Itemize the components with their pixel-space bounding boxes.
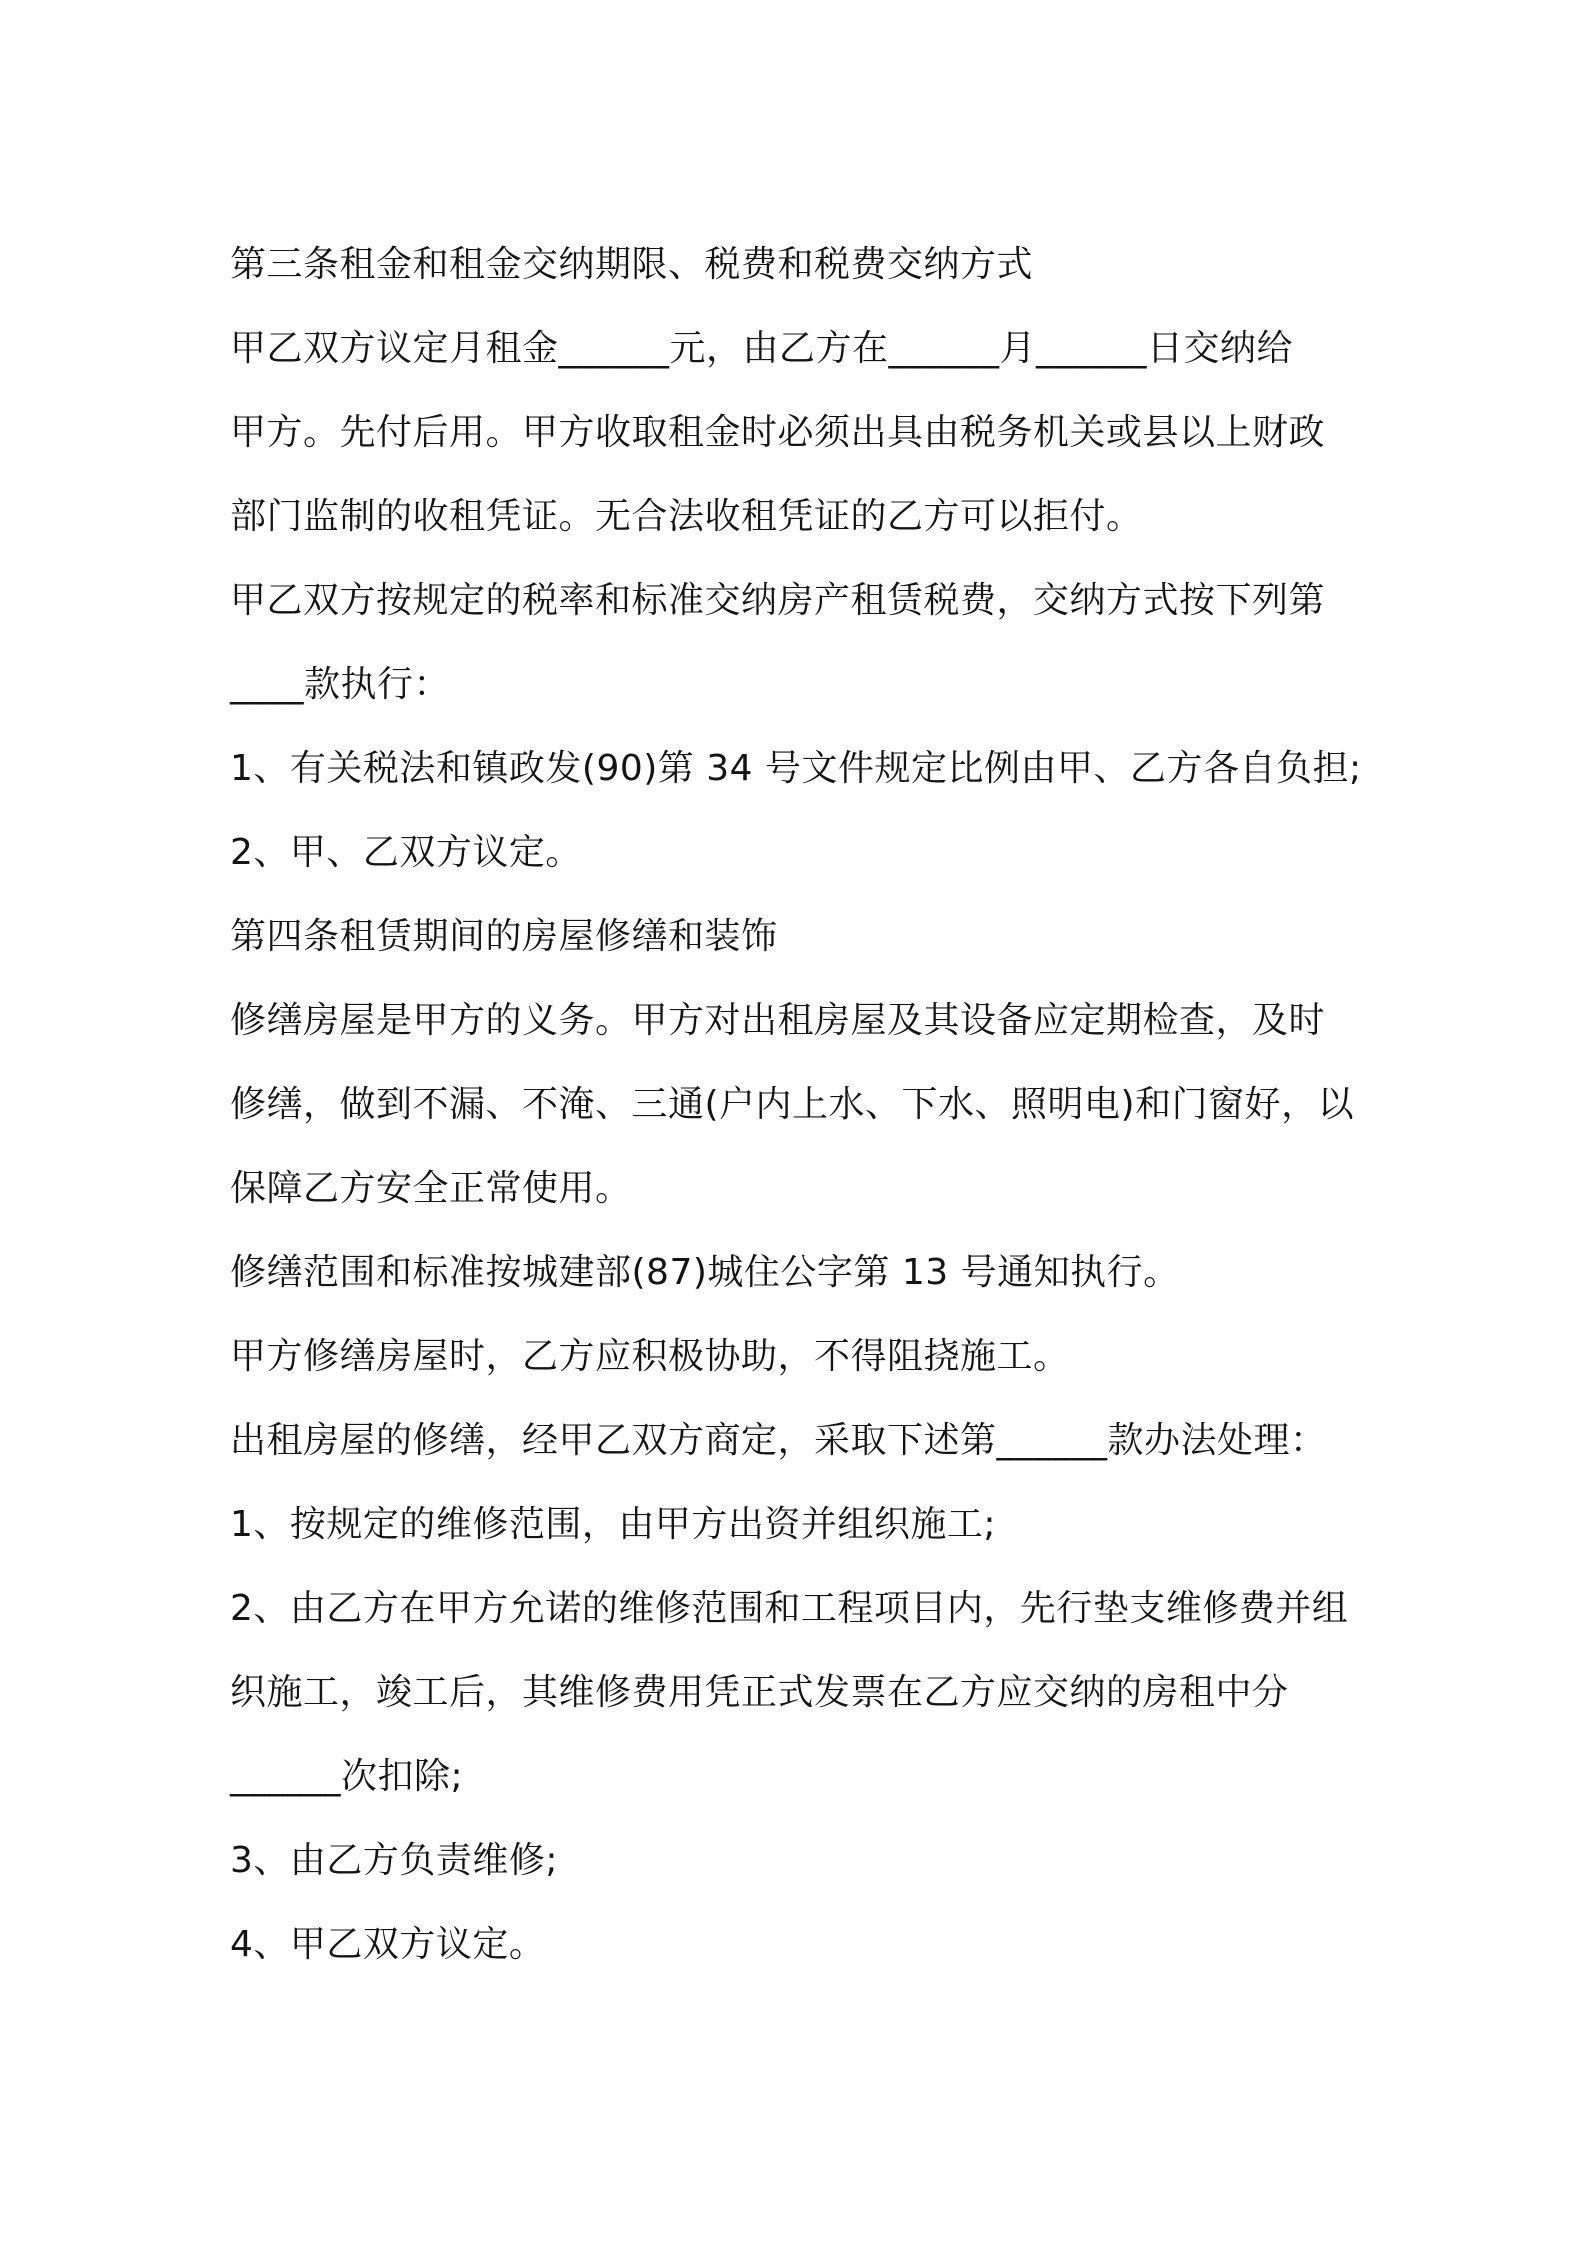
paragraph-line: 出租房屋的修缮，经甲乙双方商定，采取下述第______款办法处理： [230,1420,1327,1461]
paragraph-line: 甲乙双方议定月租金______元，由乙方在______月______日交纳给 [230,328,1294,369]
heading-article-4: 第四条租赁期间的房屋修缮和装饰 [230,916,778,957]
list-item: 2、甲、乙双方议定。 [230,832,582,873]
list-item: 2、由乙方在甲方允诺的维修范围和工程项目内，先行垫支维修费并组 [230,1588,1349,1629]
paragraph-line: 部门监制的收租凭证。无合法收租凭证的乙方可以拒付。 [230,496,1143,537]
list-item: 1、有关税法和镇政发(90)第 34 号文件规定比例由甲、乙方各自负担; [230,748,1362,789]
list-item: 1、按规定的维修范围，由甲方出资并组织施工; [230,1504,997,1545]
paragraph-line: 甲方。先付后用。甲方收取租金时必须出具由税务机关或县以上财政 [230,412,1326,453]
list-item: 3、由乙方负责维修; [230,1840,559,1881]
list-item-continuation: ______次扣除; [230,1756,464,1797]
paragraph-line: ____款执行： [230,664,451,705]
paragraph-line: 修缮范围和标准按城建部(87)城住公字第 13 号通知执行。 [230,1252,1180,1293]
list-item-continuation: 织施工，竣工后，其维修费用凭正式发票在乙方应交纳的房租中分 [230,1672,1289,1713]
paragraph-line: 甲乙双方按规定的税率和标准交纳房产租赁税费，交纳方式按下列第 [230,580,1326,621]
heading-article-3: 第三条租金和租金交纳期限、税费和税费交纳方式 [230,244,1034,285]
paragraph-line: 保障乙方安全正常使用。 [230,1168,632,1209]
list-item: 4、甲乙双方议定。 [230,1924,546,1965]
paragraph-line: 修缮房屋是甲方的义务。甲方对出租房屋及其设备应定期检查，及时 [230,1000,1326,1041]
paragraph-line: 甲方修缮房屋时，乙方应积极协助，不得阻挠施工。 [230,1336,1070,1377]
paragraph-line: 修缮，做到不漏、不淹、三通(户内上水、下水、照明电)和门窗好，以 [230,1084,1355,1125]
